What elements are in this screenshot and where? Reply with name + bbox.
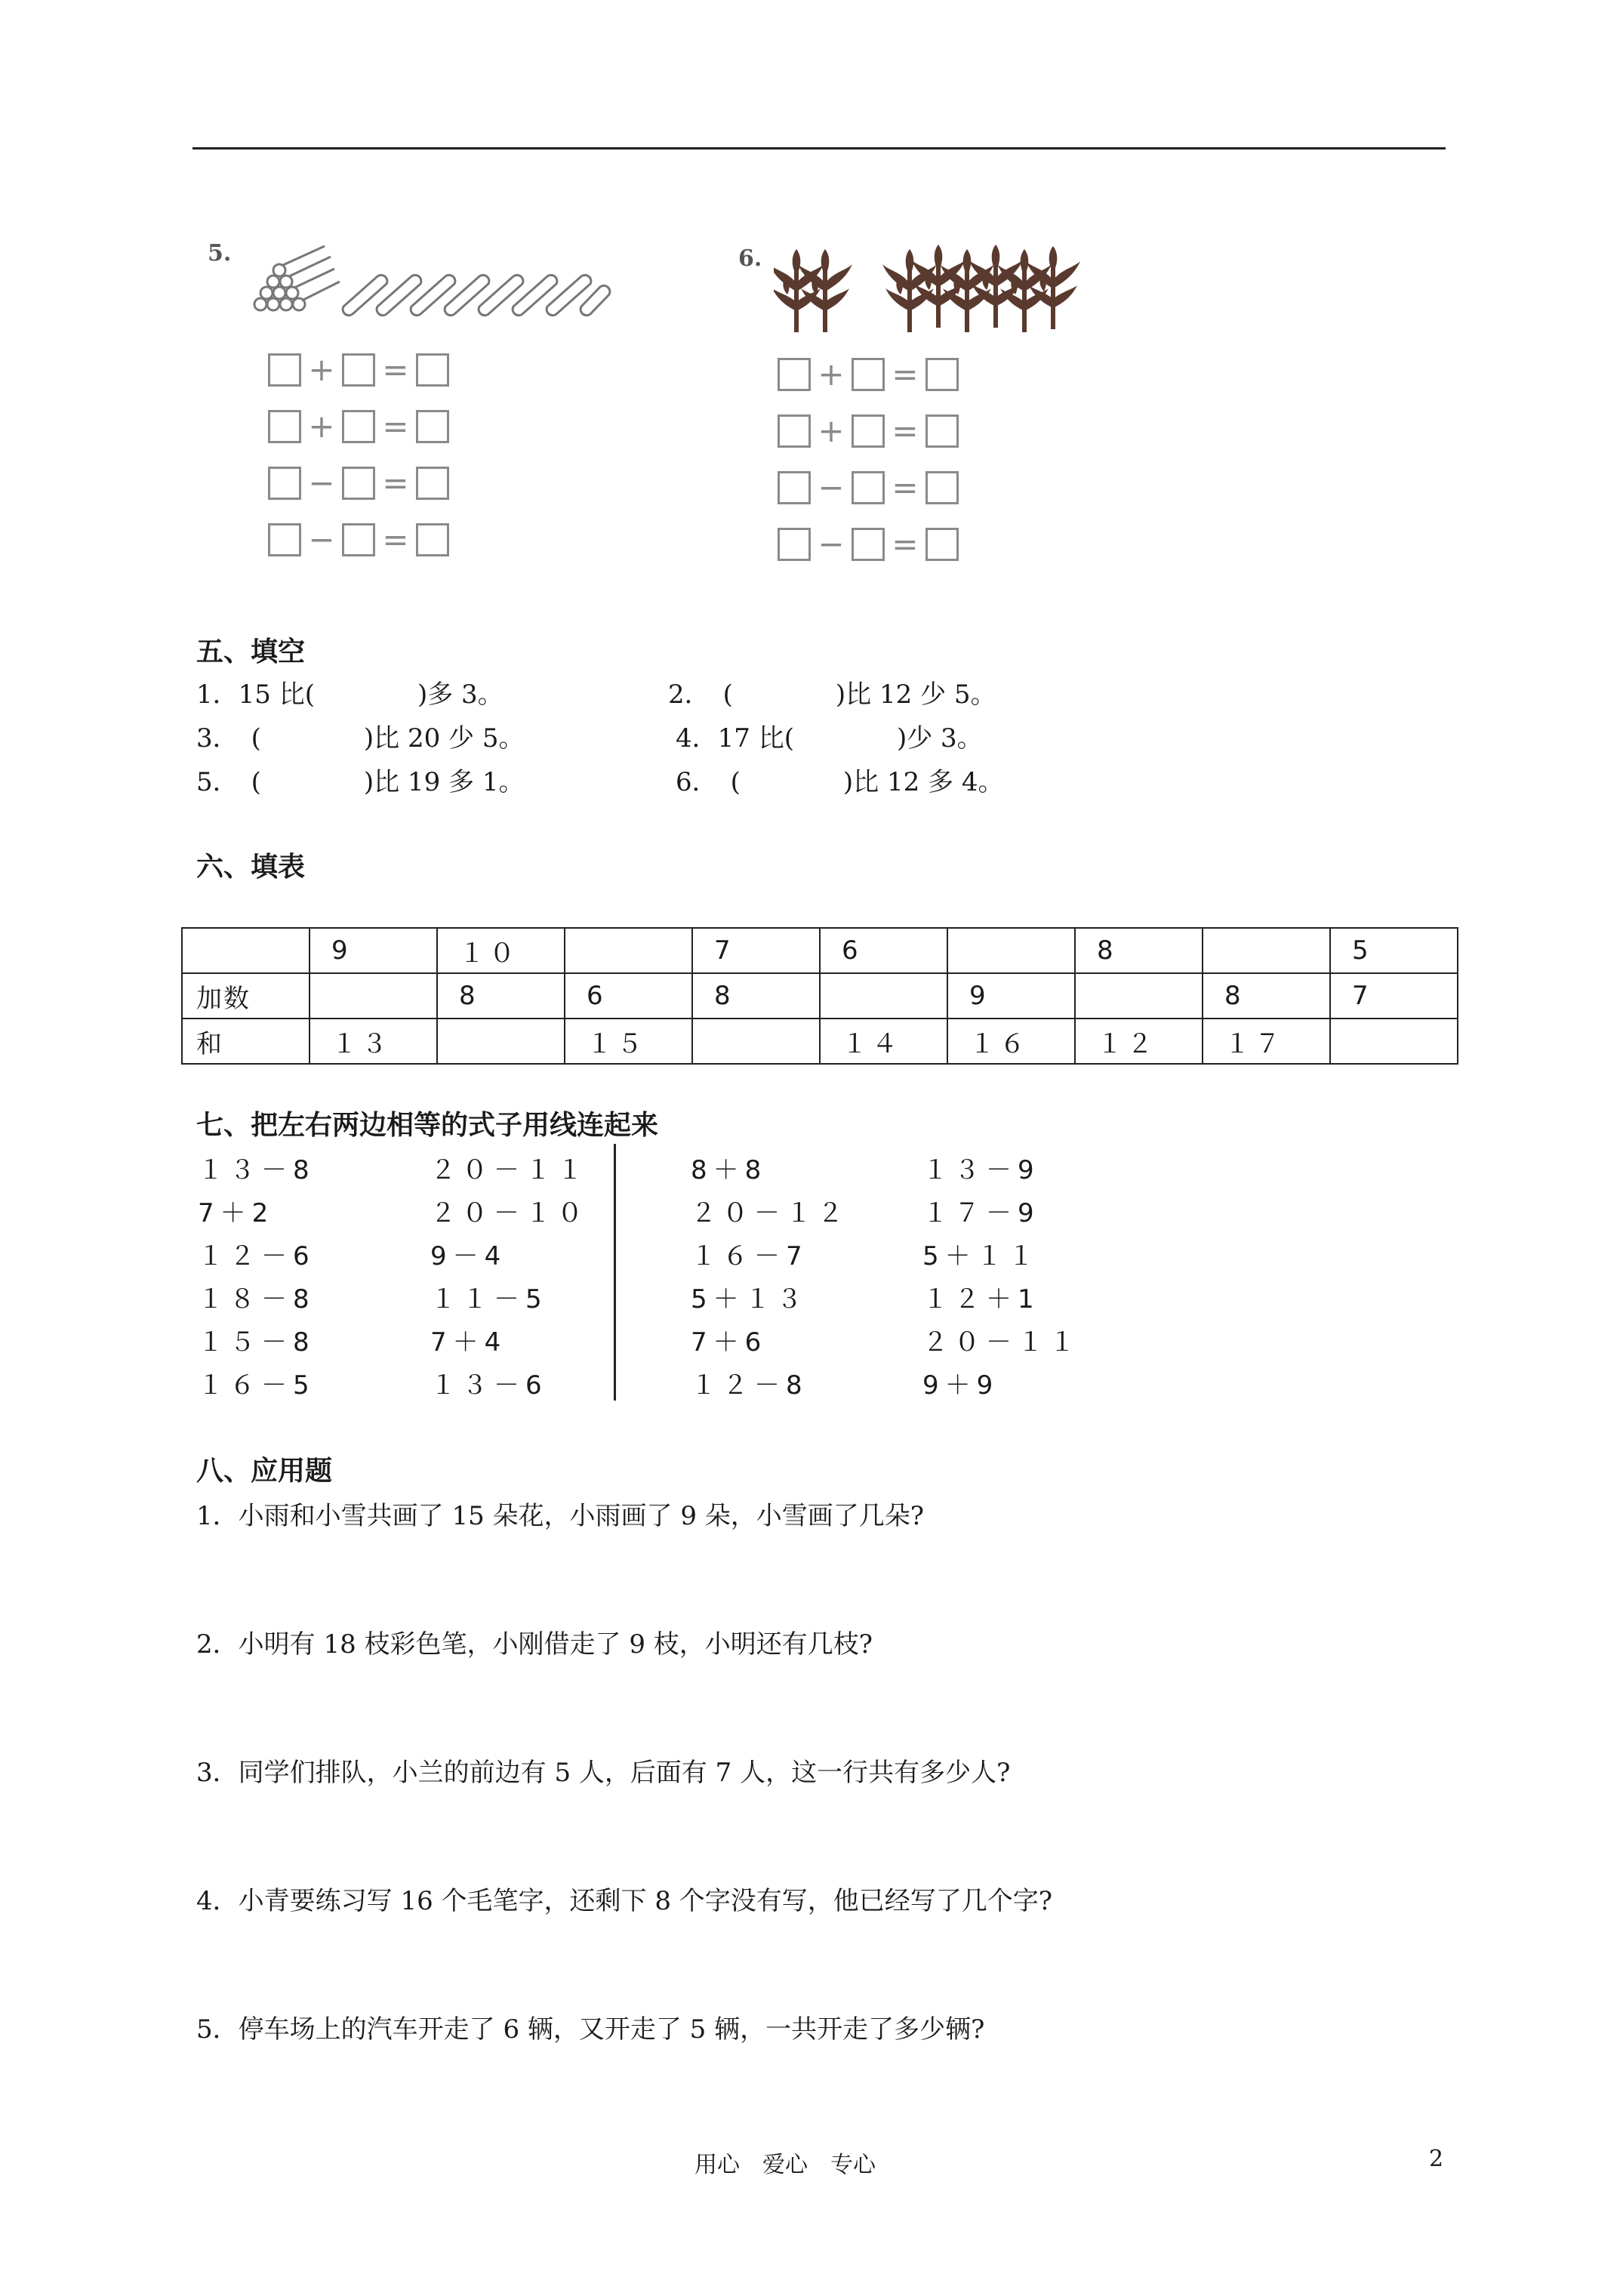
operator: − <box>308 464 335 501</box>
expression[interactable]: 5＋１１ <box>922 1241 1040 1271</box>
expression[interactable]: １５－8 <box>198 1327 316 1358</box>
table-cell: 6 <box>565 973 692 1019</box>
section-6-title: 六、填表 <box>196 851 306 883</box>
fill-blank-4: 4．17 比( )少 3。 <box>676 723 983 754</box>
exercise-6-equations <box>778 358 959 561</box>
word-problem-4: 4．小青要练习写 16 个毛笔字，还剩下 8 个字没有写，他已经写了几个字? <box>196 1886 1052 1916</box>
table-cell: １０ <box>437 928 565 973</box>
expression[interactable]: ２０－１２ <box>691 1198 849 1228</box>
answer-box[interactable] <box>416 467 449 500</box>
table-cell: １４ <box>820 1019 947 1064</box>
answer-box[interactable] <box>416 410 449 443</box>
footer-motto: 用心 爱心 专心 <box>694 2152 876 2178</box>
expression[interactable]: 7＋6 <box>691 1327 768 1358</box>
answer-box[interactable] <box>925 415 959 448</box>
column-divider <box>614 1144 616 1401</box>
operator: + <box>818 356 845 393</box>
expression[interactable]: ２０－１１ <box>430 1155 589 1185</box>
equals-sign: = <box>892 356 919 393</box>
table-cell[interactable] <box>1203 928 1330 973</box>
header-rule <box>192 147 1446 149</box>
answer-box[interactable] <box>852 471 885 504</box>
equation-row <box>268 523 449 556</box>
equation-row <box>268 464 449 501</box>
expression[interactable]: ２０－１１ <box>922 1327 1081 1358</box>
answer-box[interactable] <box>342 467 375 500</box>
table-cell[interactable] <box>437 1019 565 1064</box>
expression[interactable]: 8＋8 <box>691 1155 768 1185</box>
match-right-col-2 <box>922 1149 1081 1407</box>
equation-row <box>778 471 959 504</box>
expression[interactable]: １３－9 <box>922 1155 1040 1185</box>
expression[interactable]: 9－4 <box>430 1241 507 1271</box>
table-cell: １３ <box>310 1019 437 1064</box>
match-right-col-1 <box>691 1149 849 1407</box>
answer-box[interactable] <box>268 523 301 556</box>
exercise-5-label: 5. <box>208 240 232 267</box>
table-cell: 8 <box>692 973 820 1019</box>
answer-box[interactable] <box>268 353 301 387</box>
section-8-title: 八、应用题 <box>196 1455 333 1487</box>
fill-blank-3: 3． ( )比 20 少 5。 <box>196 723 525 754</box>
word-problem-3: 3．同学们排队，小兰的前边有 5 人，后面有 7 人，这一行共有多少人? <box>196 1758 1011 1788</box>
table-cell[interactable] <box>565 928 692 973</box>
operator: + <box>818 412 845 449</box>
table-cell: 9 <box>310 928 437 973</box>
corn-plants-picture <box>774 242 1091 336</box>
answer-box[interactable] <box>925 358 959 391</box>
expression[interactable]: １２＋1 <box>922 1284 1040 1314</box>
answer-box[interactable] <box>778 358 811 391</box>
equals-sign: = <box>892 412 919 449</box>
fill-blank-6: 6． ( )比 12 多 4。 <box>676 767 1004 797</box>
table-cell: １５ <box>565 1019 692 1064</box>
table-cell: 7 <box>1330 973 1458 1019</box>
exercise-6-label: 6. <box>738 245 762 272</box>
table-cell[interactable] <box>1075 973 1203 1019</box>
table-cell: 8 <box>1203 973 1330 1019</box>
answer-box[interactable] <box>416 523 449 556</box>
equation-row <box>778 412 959 449</box>
logs-picture <box>245 240 615 319</box>
operator: − <box>308 521 335 558</box>
table-cell: 6 <box>820 928 947 973</box>
table-cell: 8 <box>1075 928 1203 973</box>
operator: − <box>818 525 845 562</box>
answer-box[interactable] <box>852 528 885 561</box>
equals-sign: = <box>892 469 919 506</box>
table-cell: 5 <box>1330 928 1458 973</box>
equals-sign: = <box>382 521 409 558</box>
equals-sign: = <box>892 525 919 562</box>
table-cell[interactable] <box>947 928 1075 973</box>
equation-row <box>778 358 959 391</box>
operator: − <box>818 469 845 506</box>
operator: + <box>308 408 335 445</box>
answer-box[interactable] <box>268 467 301 500</box>
word-problem-2: 2．小明有 18 枝彩色笔，小刚借走了 9 枝，小明还有几枝? <box>196 1629 873 1660</box>
expression[interactable]: １６－7 <box>691 1241 808 1271</box>
table-cell <box>182 928 310 973</box>
expression[interactable]: 7＋4 <box>430 1327 507 1358</box>
answer-box[interactable] <box>342 353 375 387</box>
answer-box[interactable] <box>268 410 301 443</box>
row-header: 和 <box>182 1019 310 1064</box>
answer-box[interactable] <box>778 471 811 504</box>
answer-box[interactable] <box>852 358 885 391</box>
expression[interactable]: １６－5 <box>198 1370 316 1401</box>
page-number: 2 <box>1429 2146 1444 2172</box>
section-5-title: 五、填空 <box>196 636 306 667</box>
fill-blank-5: 5． ( )比 19 多 1。 <box>196 767 525 797</box>
answer-box[interactable] <box>852 415 885 448</box>
word-problem-5: 5．停车场上的汽车开走了 6 辆，又开走了 5 辆，一共开走了多少辆? <box>196 2014 985 2045</box>
expression[interactable]: １１－5 <box>430 1284 548 1314</box>
answer-box[interactable] <box>925 528 959 561</box>
fill-blank-1: 1．15 比( )多 3。 <box>196 680 504 710</box>
fill-blank-2: 2． ( )比 12 少 5。 <box>668 680 996 710</box>
expression[interactable]: １３－8 <box>198 1155 316 1185</box>
match-left-col-2 <box>430 1149 589 1407</box>
equals-sign: = <box>382 408 409 445</box>
fill-table <box>181 927 1458 1065</box>
answer-box[interactable] <box>416 353 449 387</box>
expression[interactable]: ２０－１０ <box>430 1198 589 1228</box>
table-cell: 9 <box>947 973 1075 1019</box>
expression[interactable]: 9＋9 <box>922 1370 999 1401</box>
expression[interactable]: 5＋１３ <box>691 1284 808 1314</box>
section-7-title: 七、把左右两边相等的式子用线连起来 <box>196 1109 659 1141</box>
match-left-col-1 <box>198 1149 316 1407</box>
table-cell: １２ <box>1075 1019 1203 1064</box>
word-problem-1: 1．小雨和小雪共画了 15 朵花，小雨画了 9 朵，小雪画了几朵? <box>196 1501 924 1531</box>
table-cell: 8 <box>437 973 565 1019</box>
table-cell: 7 <box>692 928 820 973</box>
table-cell: １６ <box>947 1019 1075 1064</box>
answer-box[interactable] <box>925 471 959 504</box>
answer-box[interactable] <box>778 415 811 448</box>
expression[interactable]: １３－6 <box>430 1370 548 1401</box>
expression[interactable]: １２－6 <box>198 1241 316 1271</box>
answer-box[interactable] <box>342 523 375 556</box>
expression[interactable]: 7＋2 <box>198 1198 275 1228</box>
table-cell[interactable] <box>1330 1019 1458 1064</box>
expression[interactable]: １８－8 <box>198 1284 316 1314</box>
table-cell[interactable] <box>692 1019 820 1064</box>
expression[interactable]: １７－9 <box>922 1198 1040 1228</box>
operator: + <box>308 351 335 388</box>
answer-box[interactable] <box>342 410 375 443</box>
row-header: 加数 <box>182 973 310 1019</box>
table-cell[interactable] <box>820 973 947 1019</box>
table-cell: １７ <box>1203 1019 1330 1064</box>
table-cell[interactable] <box>310 973 437 1019</box>
equation-row <box>268 410 449 443</box>
equals-sign: = <box>382 464 409 501</box>
expression[interactable]: １２－8 <box>691 1370 808 1401</box>
table-row <box>182 1019 1458 1064</box>
table-row <box>182 928 1458 973</box>
equation-row <box>778 525 959 562</box>
equals-sign: = <box>382 351 409 388</box>
equation-row <box>268 353 449 387</box>
exercise-5-equations <box>268 353 449 556</box>
answer-box[interactable] <box>778 528 811 561</box>
table-row <box>182 973 1458 1019</box>
